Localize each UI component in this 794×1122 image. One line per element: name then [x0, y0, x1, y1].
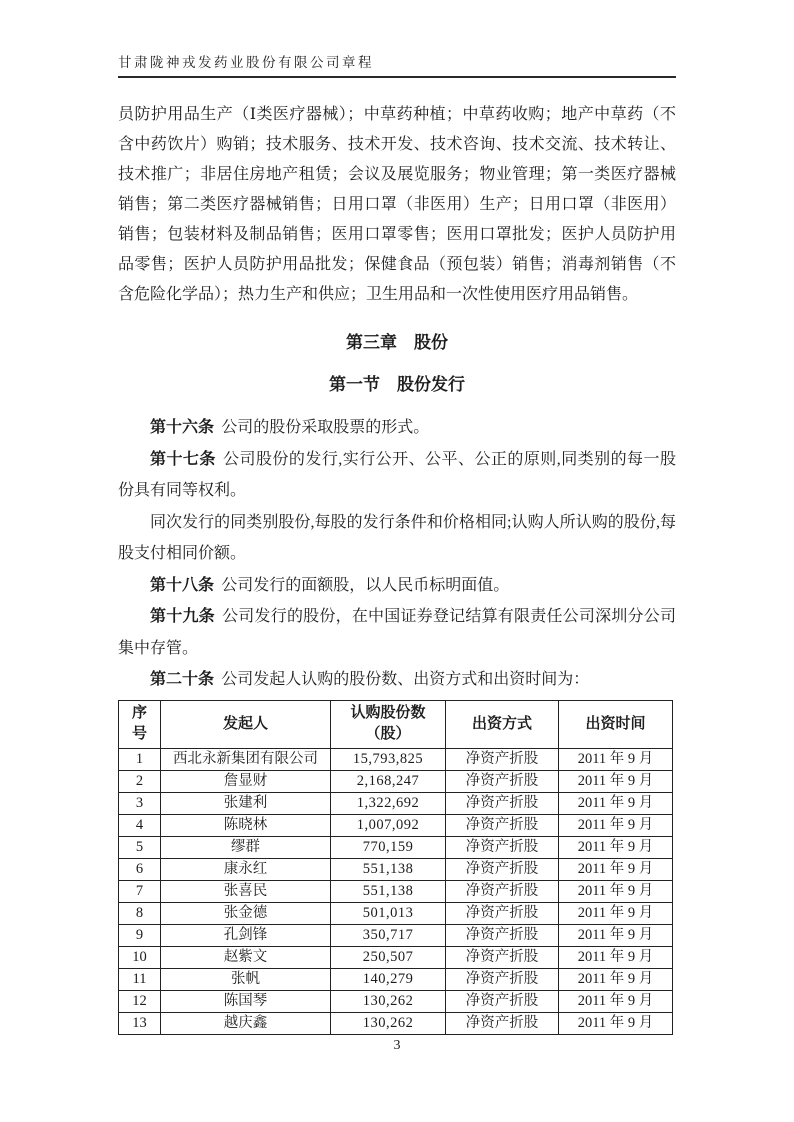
business-scope-paragraph: 员防护用品生产（Ⅰ类医疗器械）；中草药种植；中草药收购；地产中草药（不含中药饮片）购销；技术服务、技术开发、技术咨询、技术交流、技术转让、技术推广；非居住房地产租赁；会议及展览服务；物业管理；第一类医疗器械销售；第二类医疗器械销售；日用口罩（非医用）生产；日用口罩（非医用）销售；包装材料及制品销售；医用口罩零售；医用口罩批发；医护人员防护用品零售；医护人员防护用品批发；保健食品（预包装）销售；消毒剂销售（不含危险化学品）；热力生产和供应；卫生用品和一次性使用医疗用品销售。	[118, 106, 676, 303]
cell-time: 2011 年 9 月	[559, 748, 673, 770]
section-heading: 第一节 股份发行	[329, 375, 465, 394]
cell-shares: 15,793,825	[331, 748, 446, 770]
cell-name: 孔剑锋	[161, 924, 331, 946]
cell-name: 陈晓林	[161, 814, 331, 836]
article-number: 第十九条	[150, 608, 215, 625]
table-row	[119, 880, 673, 902]
cell-seq: 10	[119, 946, 161, 968]
founders-table	[118, 700, 673, 1035]
cell-method: 净资产折股	[446, 880, 559, 902]
chapter-heading: 第三章 股份	[346, 333, 448, 352]
cell-method: 净资产折股	[446, 836, 559, 858]
table-row	[119, 748, 673, 770]
page-content	[118, 100, 676, 1035]
cell-time: 2011 年 9 月	[559, 792, 673, 814]
col-header-shares: 认购股份数（股）	[331, 700, 446, 748]
article-paragraph	[118, 601, 676, 664]
cell-seq: 1	[119, 748, 161, 770]
cell-shares: 130,262	[331, 1012, 446, 1034]
table-row	[119, 924, 673, 946]
cell-method: 净资产折股	[446, 814, 559, 836]
cell-name: 张喜民	[161, 880, 331, 902]
cell-name: 陈国琴	[161, 990, 331, 1012]
cell-time: 2011 年 9 月	[559, 946, 673, 968]
cell-shares: 1,322,692	[331, 792, 446, 814]
cell-name: 越庆鑫	[161, 1012, 331, 1034]
page-number: 3	[393, 1038, 401, 1053]
cell-name: 康永红	[161, 858, 331, 880]
table-row	[119, 792, 673, 814]
article-text: 公司股份的发行,实行公开、公平、公正的原则,同类别的每一股份具有同等权利。	[118, 450, 676, 499]
cell-time: 2011 年 9 月	[559, 770, 673, 792]
cell-shares: 250,507	[331, 946, 446, 968]
cell-shares: 501,013	[331, 902, 446, 924]
cell-method: 净资产折股	[446, 902, 559, 924]
table-row	[119, 814, 673, 836]
col-header-method: 出资方式	[446, 700, 559, 748]
cell-name: 缪群	[161, 836, 331, 858]
cell-method: 净资产折股	[446, 990, 559, 1012]
col-header-seq: 序号	[119, 700, 161, 748]
cell-seq: 5	[119, 836, 161, 858]
cell-method: 净资产折股	[446, 770, 559, 792]
cell-time: 2011 年 9 月	[559, 858, 673, 880]
cell-shares: 350,717	[331, 924, 446, 946]
cell-time: 2011 年 9 月	[559, 924, 673, 946]
cell-seq: 11	[119, 968, 161, 990]
cell-seq: 9	[119, 924, 161, 946]
cell-time: 2011 年 9 月	[559, 836, 673, 858]
cell-method: 净资产折股	[446, 946, 559, 968]
article-number: 第十七条	[150, 450, 216, 468]
cell-seq: 12	[119, 990, 161, 1012]
article-paragraph	[118, 570, 676, 602]
cell-time: 2011 年 9 月	[559, 1012, 673, 1034]
cell-seq: 7	[119, 880, 161, 902]
article-paragraph	[118, 412, 676, 444]
article-text: 公司发行的面额股，以人民币标明面值。	[221, 576, 510, 594]
cell-method: 净资产折股	[446, 748, 559, 770]
table-row	[119, 902, 673, 924]
cell-method: 净资产折股	[446, 792, 559, 814]
articles-block	[118, 412, 676, 696]
table-header-row	[119, 700, 673, 748]
cell-method: 净资产折股	[446, 1012, 559, 1034]
col-header-time: 出资时间	[559, 700, 673, 748]
article-number: 第二十条	[150, 671, 215, 688]
cell-seq: 8	[119, 902, 161, 924]
table-row	[119, 836, 673, 858]
table-row	[119, 858, 673, 880]
cell-shares: 770,159	[331, 836, 446, 858]
table-row	[119, 1012, 673, 1034]
cell-time: 2011 年 9 月	[559, 902, 673, 924]
cell-seq: 13	[119, 1012, 161, 1034]
table-row	[119, 968, 673, 990]
cell-seq: 2	[119, 770, 161, 792]
article-paragraph	[118, 444, 676, 507]
cell-name: 西北永新集团有限公司	[161, 748, 331, 770]
cell-method: 净资产折股	[446, 968, 559, 990]
cell-time: 2011 年 9 月	[559, 880, 673, 902]
article-text: 公司发起人认购的股份数、出资方式和出资时间为：	[221, 671, 590, 688]
cell-method: 净资产折股	[446, 924, 559, 946]
cell-name: 张帆	[161, 968, 331, 990]
article-text: 同次发行的同类别股份,每股的发行条件和价格相同;认购人所认购的股份,每股支付相同价额。	[118, 513, 676, 562]
table-row	[119, 946, 673, 968]
cell-shares: 551,138	[331, 880, 446, 902]
cell-time: 2011 年 9 月	[559, 990, 673, 1012]
col-header-founder: 发起人	[161, 700, 331, 748]
cell-name: 张建利	[161, 792, 331, 814]
cell-name: 詹显财	[161, 770, 331, 792]
cell-shares: 130,262	[331, 990, 446, 1012]
article-number: 第十六条	[150, 419, 215, 436]
cell-shares: 2,168,247	[331, 770, 446, 792]
header-title: 甘肃陇神戎发药业股份有限公司章程	[118, 55, 374, 70]
cell-seq: 3	[119, 792, 161, 814]
cell-name: 赵紫文	[161, 946, 331, 968]
cell-shares: 551,138	[331, 858, 446, 880]
cell-seq: 4	[119, 814, 161, 836]
page-header	[118, 54, 676, 78]
cell-name: 张金德	[161, 902, 331, 924]
article-paragraph	[118, 507, 676, 570]
cell-method: 净资产折股	[446, 858, 559, 880]
article-text: 公司发行的股份，在中国证券登记结算有限责任公司深圳分公司集中存管。	[118, 608, 676, 657]
cell-time: 2011 年 9 月	[559, 968, 673, 990]
article-text: 公司的股份采取股票的形式。	[221, 419, 430, 436]
cell-shares: 140,279	[331, 968, 446, 990]
cell-seq: 6	[119, 858, 161, 880]
table-row	[119, 770, 673, 792]
article-paragraph	[118, 664, 676, 696]
cell-shares: 1,007,092	[331, 814, 446, 836]
table-row	[119, 990, 673, 1012]
cell-time: 2011 年 9 月	[559, 814, 673, 836]
article-number: 第十八条	[150, 576, 215, 594]
